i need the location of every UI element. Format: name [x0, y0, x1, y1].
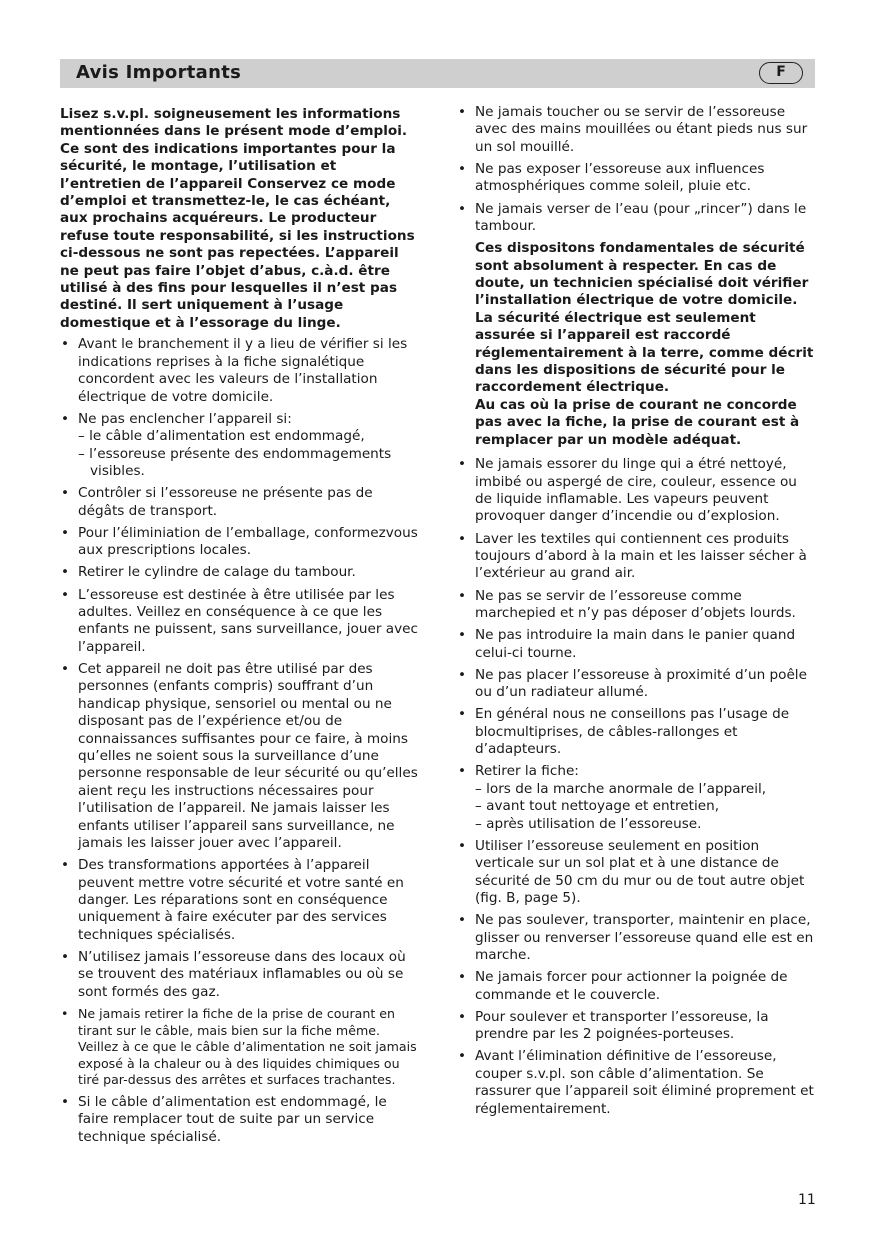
section-header-bar [60, 59, 815, 88]
list-item: • Pour soulever et transporter l’essoreuse, la prendre par les 2 poignées-porteuses. [457, 1009, 815, 1044]
right-bullet-list-2 [457, 456, 815, 1118]
list-item: • L’essoreuse est destinée à être utilisée par les adultes. Veillez en conséquence à ce que les enfants ne puissent, sans surveillance, jouer avec l’appareil. [60, 587, 420, 657]
list-item: • Ne jamais toucher ou se servir de l’essoreuse avec des mains mouillées ou étant pieds nus sur un sol mouillé. [457, 104, 815, 156]
list-item: • Utiliser l’essoreuse seulement en position verticale sur un sol plat et à une distance de sécurité de 50 cm du mur ou de tout autre objet (fig. B, page 5). [457, 838, 815, 908]
list-item: • Ne pas soulever, transporter, maintenir en place, glisser ou renverser l’essoreuse quand elle est en marche. [457, 912, 815, 964]
language-badge: F [759, 62, 803, 84]
list-item: • Ne pas enclencher l’appareil si: – le câble d’alimentation est endommagé, – l’essoreuse présente des endommagements visibles. [60, 411, 420, 481]
list-item: • Avant l’élimination définitive de l’essoreuse, couper s.v.pl. son câble d’alimentation. Se rassurer que l’appareil soit éliminé proprement et réglementairement. [457, 1048, 815, 1118]
list-item: • Pour l’éliminiation de l’emballage, conformezvous aux prescriptions locales. [60, 525, 420, 560]
sub-item: – avant tout nettoyage et entretien, [475, 798, 720, 815]
section-title: Avis Importants [76, 62, 242, 83]
right-bullet-list [457, 104, 815, 235]
list-item: • Ne jamais forcer pour actionner la poignée de commande et le couvercle. [457, 969, 815, 1004]
list-item: • Ne pas se servir de l’essoreuse comme marchepied et n’y pas déposer d’objets lourds. [457, 588, 815, 623]
list-item: • Si le câble d’alimentation est endommagé, le faire remplacer tout de suite par un service technique spécialisé. [60, 1094, 420, 1146]
list-item: • Ne jamais retirer la fiche de la prise de courant en tirant sur le câble, mais bien sur la fiche même. Veillez à ce que le câble d’alimentation ne soit jamais exposé à la chaleur ou à des liquides chimiques ou tiré par-dessus des arrêtes et surfaces trachantes. [60, 1006, 420, 1089]
list-item: • En général nous ne conseillons pas l’usage de blocmultiprises, de câbles-rallonges et d’adapteurs. [457, 706, 815, 758]
list-item: • Avant le branchement il y a lieu de vérifier si les indications reprises à la fiche signalétique concordent avec les valeurs de l’installation électrique de votre domicile. [60, 336, 420, 406]
list-item: • Ne pas introduire la main dans le panier quand celui-ci tourne. [457, 627, 815, 662]
sub-item: – le câble d’alimentation est endommagé, [78, 428, 365, 445]
left-bullet-list [60, 336, 420, 1146]
list-item: • Ne jamais essorer du linge qui a étré nettoyé, imbibé ou aspergé de cire, couleur, essence ou de liquide inflamable. Les vapeurs peuvent provoquer danger d’incendie ou d’explosion. [457, 456, 815, 526]
intro-paragraph: Lisez s.v.pl. soigneusement les informations mentionnées dans le présent mode d’emploi. Ce sont des indications importantes pour la sécurité, le montage, l’utilisation et l’entretien de l’appareil Conservez ce mode d’emploi et transmettez-le, le cas échéant, aux prochains acquéreurs. Le producteur refuse toute responsabilité, si les instructions ci-dessous ne sont pas repectées. L’appareil ne peut pas faire l’objet d’abus, c.à.d. être utilisé à des fins pour lesquelles il n’est pas destiné. Il sert uniquement à l’usage domestique et à l’essorage du linge. [60, 106, 415, 331]
right-column [457, 104, 815, 1123]
list-item: • Des transformations apportées à l’appareil peuvent mettre votre sécurité et votre santé en danger. Les réparations sont en conséquence uniquement à faire exécuter par des services techniques spécialisés. [60, 857, 420, 944]
list-item: • Contrôler si l’essoreuse ne présente pas de dégâts de transport. [60, 485, 420, 520]
list-item: • Ne pas placer l’essoreuse à proximité d’un poêle ou d’un radiateur allumé. [457, 667, 815, 702]
sub-item: – après utilisation de l’essoreuse. [475, 815, 702, 832]
sub-item: – l’essoreuse présente des endommagements visibles. [78, 445, 392, 479]
page-number: 11 [798, 1192, 816, 1208]
list-item: • Retirer le cylindre de calage du tambour. [60, 564, 420, 581]
list-item: • Cet appareil ne doit pas être utilisé par des personnes (enfants compris) souffrant d’un handicap physique, sensoriel ou mental ou ne disposant pas de l’expérience et/ou de connaissances suffisantes pour ce faire, à moins qu’elles ne soient sous la surveillance d’une personne responsable de leur sécurité ou qu’elles aient reçu les instructions nécessaires pour l’utilisation de l’appareil. Ne jamais laisser les enfants utiliser l’appareil sans surveillance, ne jamais les laisser jouer avec l’appareil. [60, 661, 420, 852]
list-item: • Laver les textiles qui contiennent ces produits toujours d’abord à la main et les laisser sécher à l’extérieur au grand air. [457, 531, 815, 583]
list-item: • Ne jamais verser de l’eau (pour „rincer”) dans le tambour. [457, 201, 815, 236]
left-column [60, 104, 420, 1151]
list-item: • Ne pas exposer l’essoreuse aux influences atmosphériques comme soleil, pluie etc. [457, 161, 815, 196]
sub-item: – lors de la marche anormale de l’appareil, [475, 780, 767, 797]
list-item: • N’utilisez jamais l’essoreuse dans des locaux où se trouvent des matériaux inflamables ou où se sont formés des gaz. [60, 949, 420, 1001]
list-item: • Retirer la fiche: – lors de la marche anormale de l’appareil, – avant tout nettoyage et entretien, – après utilisation de l’essoreuse. [457, 763, 815, 833]
safety-warning: Ces dispositons fondamentales de sécurité sont absolument à respecter. En cas de doute, un technicien spécialisé doit vérifier l’installation électrique de votre domicile. La sécurité électrique est seulement assurée si l’appareil est raccordé réglementairement à la terre, comme décrit dans les dispositions de sécurité pour le raccordement électrique. Au cas où la prise de courant ne concorde pas avec la fiche, la prise de courant est à remplacer par un modèle adéquat. [475, 240, 814, 448]
